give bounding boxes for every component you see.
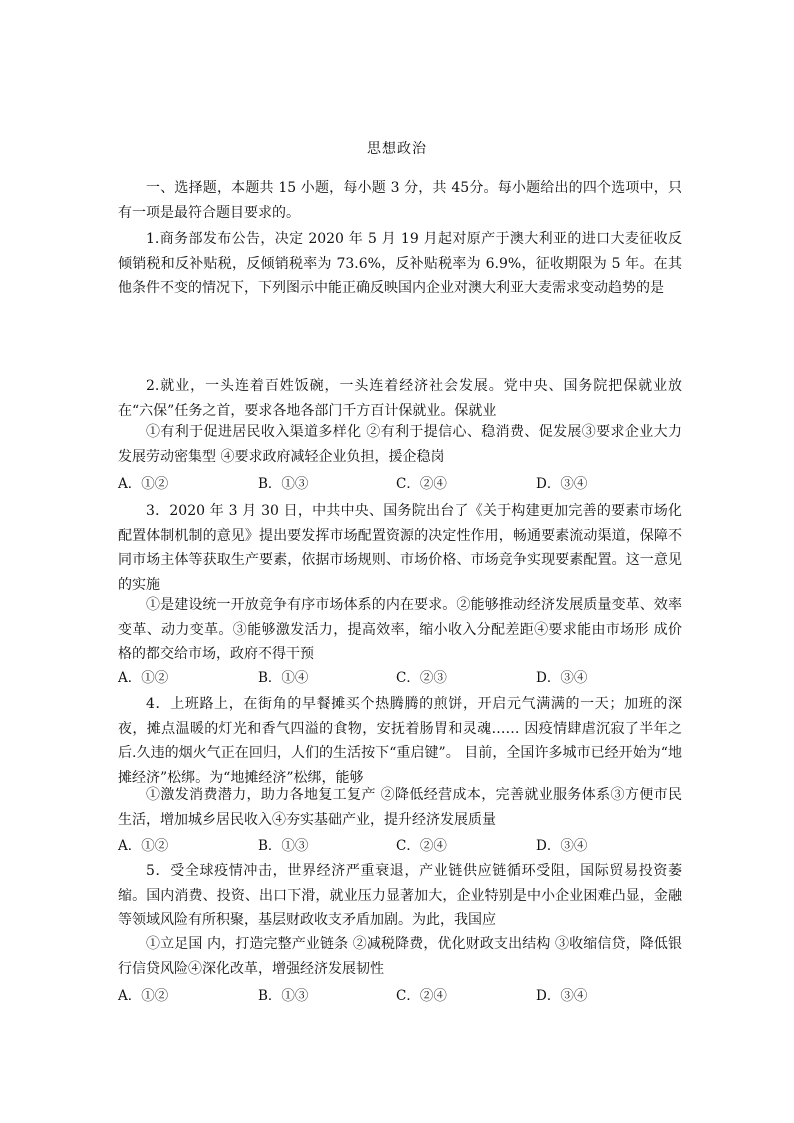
question-5-option-a[interactable]: A．①② — [118, 988, 169, 1004]
question-3-option-c[interactable]: C．②③ — [396, 670, 447, 686]
question-5-statements: ①立足国 内，打造完整产业链条 ②减税降费，优化财政支出结构 ③收缩信贷，降低银行信贷风险④深化改革，增强经济发展韧性 — [118, 936, 682, 977]
question-2-stem: 2.就业，一头连着百姓饭碗，一头连着经济社会发展。党中央、国务院把保就业放在“六保”任务之首，要求各地各部门千方百计保就业。保就业 — [118, 378, 682, 419]
question-5-options — [118, 984, 682, 1006]
question-5-option-b[interactable]: B．①③ — [258, 988, 309, 1004]
question-2-statements: ①有利于促进居民收入渠道多样化 ②有利于提信心、稳消费、促发展③要求企业大力发展劳动密集型 ④要求政府减轻企业负担，援企稳岗 — [118, 424, 682, 465]
question-3-option-d[interactable]: D．③④ — [536, 670, 588, 686]
question-5-option-d[interactable]: D．③④ — [536, 988, 588, 1004]
question-1-stem: 1.商务部发布公告，决定 2020 年 5 月 19 月起对原产于澳大利亚的进口大麦征收反倾销税和反补贴税，反倾销税率为 73.6%，反补贴税率为 6.9%，征收期限为 5 年。在其他条件不变的情况下，下列图示中能正确反映国内企业对澳大利亚大麦需求变动趋势的是 — [118, 231, 682, 296]
question-2-option-b[interactable]: B．①③ — [258, 476, 309, 492]
question-5-stem: 5．受全球疫情冲击，世界经济严重衰退，产业链供应链循环受阻，国际贸易投资萎缩。国内消费、投资、出口下滑，就业压力显著加大，企业特别是中小企业困难凸显，金融等领域风险有所积聚，基层财政收支矛盾加剧。为此，我国应 — [118, 863, 682, 928]
question-2-option-d[interactable]: D．③④ — [536, 476, 588, 492]
question-4-stem: 4．上班路上，在街角的早餐摊买个热腾腾的煎饼，开启元气满满的一天；加班的深夜，摊点温暖的灯光和香气四溢的食物，安抚着肠胃和灵魂…… 因疫情肆虐沉寂了半年之后.久违的烟火气正在回归，人们的生活按下“重启键”。 目前，全国许多城市已经开始为“地摊经济”松绑。为“地摊经济”松绑，能够 — [118, 696, 682, 786]
question-4-statements: ①激发消费潜力，助力各地复工复产 ②降低经营成本，完善就业服务体系③方便市民生活，增加城乡居民收入④夯实基础产业，提升经济发展质量 — [118, 787, 682, 828]
question-4-options — [118, 834, 682, 856]
page-title: 思想政治 — [367, 141, 427, 157]
section-intro: 一、选择题，本题共 15 小题，每小题 3 分，共 45分。每小题给出的四个选项中，只有一项是最符合题目要求的。 — [118, 180, 682, 221]
question-4-option-a[interactable]: A．①② — [118, 838, 169, 854]
question-2-option-c[interactable]: C．②④ — [396, 476, 447, 492]
question-3-statements: ①是建设统一开放竞争有序市场体系的内在要求。②能够推动经济发展质量变革、效率变革、动力变革。③能够激发活力，提高效率，缩小收入分配差距④要求能由市场形 成价格的都交给市场，政府不得干预 — [118, 597, 682, 662]
question-3-options — [118, 666, 682, 688]
question-3-option-b[interactable]: B．①④ — [258, 670, 309, 686]
question-2-option-a[interactable]: A．①② — [118, 476, 169, 492]
question-4-option-d[interactable]: D．③④ — [536, 838, 588, 854]
question-3-stem: 3．2020 年 3 月 30 日，中共中央、国务院出台了《关于构建更加完善的要素市场化配置体制机制的意见》提出要发挥市场配置资源的决定性作用，畅通要素流动渠道，保障不同市场主体等获取生产要素，依据市场规则、市场价格、市场竞争实现要素配置。这一意见的实施 — [118, 503, 682, 593]
question-4-option-b[interactable]: B．①③ — [258, 838, 309, 854]
question-4-option-c[interactable]: C．②④ — [396, 838, 447, 854]
question-3-option-a[interactable]: A．①② — [118, 670, 169, 686]
question-2-options — [118, 472, 682, 494]
question-5-option-c[interactable]: C．②④ — [396, 988, 447, 1004]
